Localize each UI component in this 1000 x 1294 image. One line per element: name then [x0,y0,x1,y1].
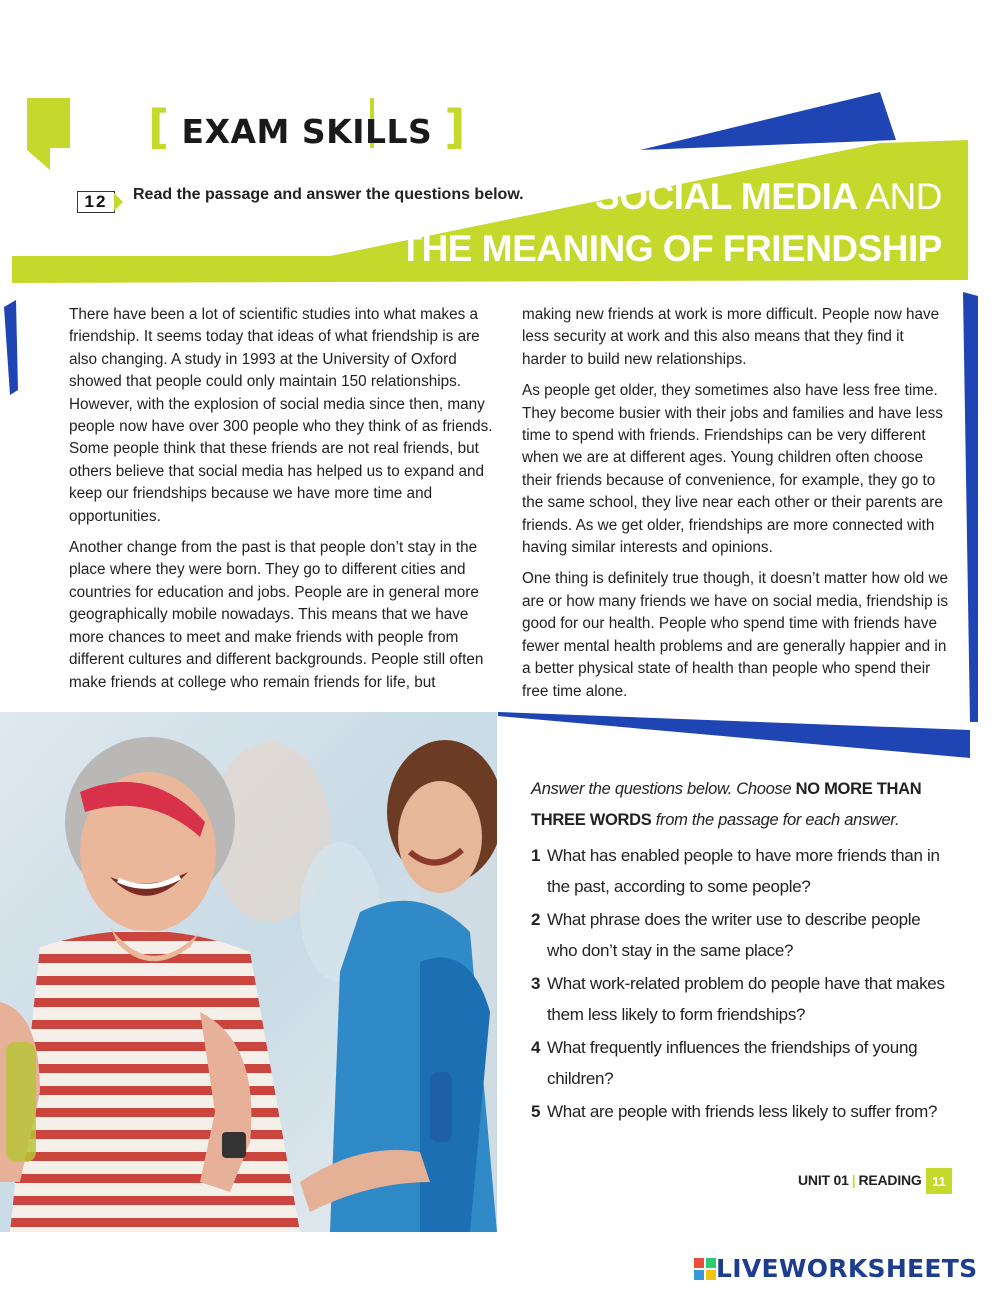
question-item [531,968,951,1030]
photo-women-laughing [0,712,497,1232]
passage-paragraph: Another change from the past is that people don’t stay in the place where they were born. They go to different cities and countries for education and jobs. People are in general more geographically mobile nowadays. This means that we have more chances to meet and make friends with people from different cultures and different backgrounds. People still often make friends at college who remain friends for life, but [69,539,484,691]
title-light: AND [857,176,942,217]
question-item [531,840,951,902]
page-number: 11 [926,1168,952,1194]
question-item [531,1032,951,1094]
liveworksheets-watermark[interactable] [694,1254,977,1283]
article-title-line1 [595,176,942,218]
blue-accent-right [963,292,978,722]
question-item [531,1096,951,1127]
question-number: 1 [531,846,541,865]
footer-unit-label [798,1172,922,1188]
question-text: What work-related problem do people have that makes them less likely to form friendships? [547,974,945,1024]
question-text: What are people with friends less likely to suffer from? [547,1102,938,1121]
questions-intro-text: Answer the questions below. Choose [531,780,796,798]
watermark-text: LIVEWORKSHEETS [716,1254,978,1283]
question-text: What phrase does the writer use to describe people who don’t stay in the same place? [547,910,921,960]
blue-divider-band [498,712,970,758]
article-title-line2: THE MEANING OF FRIENDSHIP [399,228,942,269]
section-label: READING [858,1172,922,1188]
instruction: Read the passage and answer the questions below. [133,186,524,203]
question-number: 3 [531,974,541,993]
questions-intro [531,774,951,836]
question-number: 5 [531,1102,541,1121]
blue-accent-left [4,300,18,395]
passage-column-right [522,304,950,712]
question-text: What has enabled people to have more friends than in the past, according to some people? [547,846,940,896]
passage-paragraph: There have been a lot of scientific studies into what makes a friendship. It seems today that ideas of what friendship is are also changing. A study in 1993 at the University of Oxford showed that people could only maintain 150 relationships. However, with the explosion of social media since then, many people now have over 300 people who they think of as friends. Some people think that these friends are not real friends, but others believe that social media has helped us to expand and keep our friendships because we have more time and opportunities. [69,306,493,525]
blue-accent-top [640,92,896,150]
passage-paragraph: making new friends at work is more difficult. People now have less security at work and this also means that they find it harder to build new relationships. [522,306,940,368]
unit-label: UNIT 01 [798,1172,849,1188]
question-number: 2 [531,910,541,929]
liveworksheets-logo-icon [694,1258,716,1280]
question-item [531,904,951,966]
section-title [148,100,466,154]
question-list [531,840,951,1127]
question-number: 4 [531,1038,541,1057]
passage-paragraph: As people get older, they sometimes also have less free time. They become busier with their jobs and families and have less time to spend with friends. Friendships can be very different when we are at different ages. Young children often choose their friends because of convenience, for example, they go to the same school, they live near each other or their parents are friends. As we get older, friendships are more connected with having similar interests and opinions. [522,382,943,557]
title-bold: SOCIAL MEDIA [595,176,858,217]
passage-paragraph: One thing is definitely true though, it doesn’t matter how old we are or how many friends we have on social media, friendship is good for our health. People who spend time with friends have fewer mental health problems and are generally happier and in a better physical state of health than people who spend their free time alone. [522,570,949,700]
questions-intro-text-end: from the passage for each answer. [651,811,900,829]
questions-intro-bold: NO MORE THAN THREE WORDS [531,780,922,829]
exercise-arrow-icon [114,193,123,211]
question-text: What frequently influences the friendships of young children? [547,1038,918,1088]
bracket-right: ] [444,100,466,154]
questions-section [531,774,951,1129]
passage-column-left [69,304,499,703]
exercise-number: 12 [77,191,115,213]
footer-separator: | [851,1172,856,1188]
bracket-left: [ [148,100,170,154]
section-title-text: EXAM SKILLS [181,112,433,151]
photo-illustration [0,712,497,1232]
